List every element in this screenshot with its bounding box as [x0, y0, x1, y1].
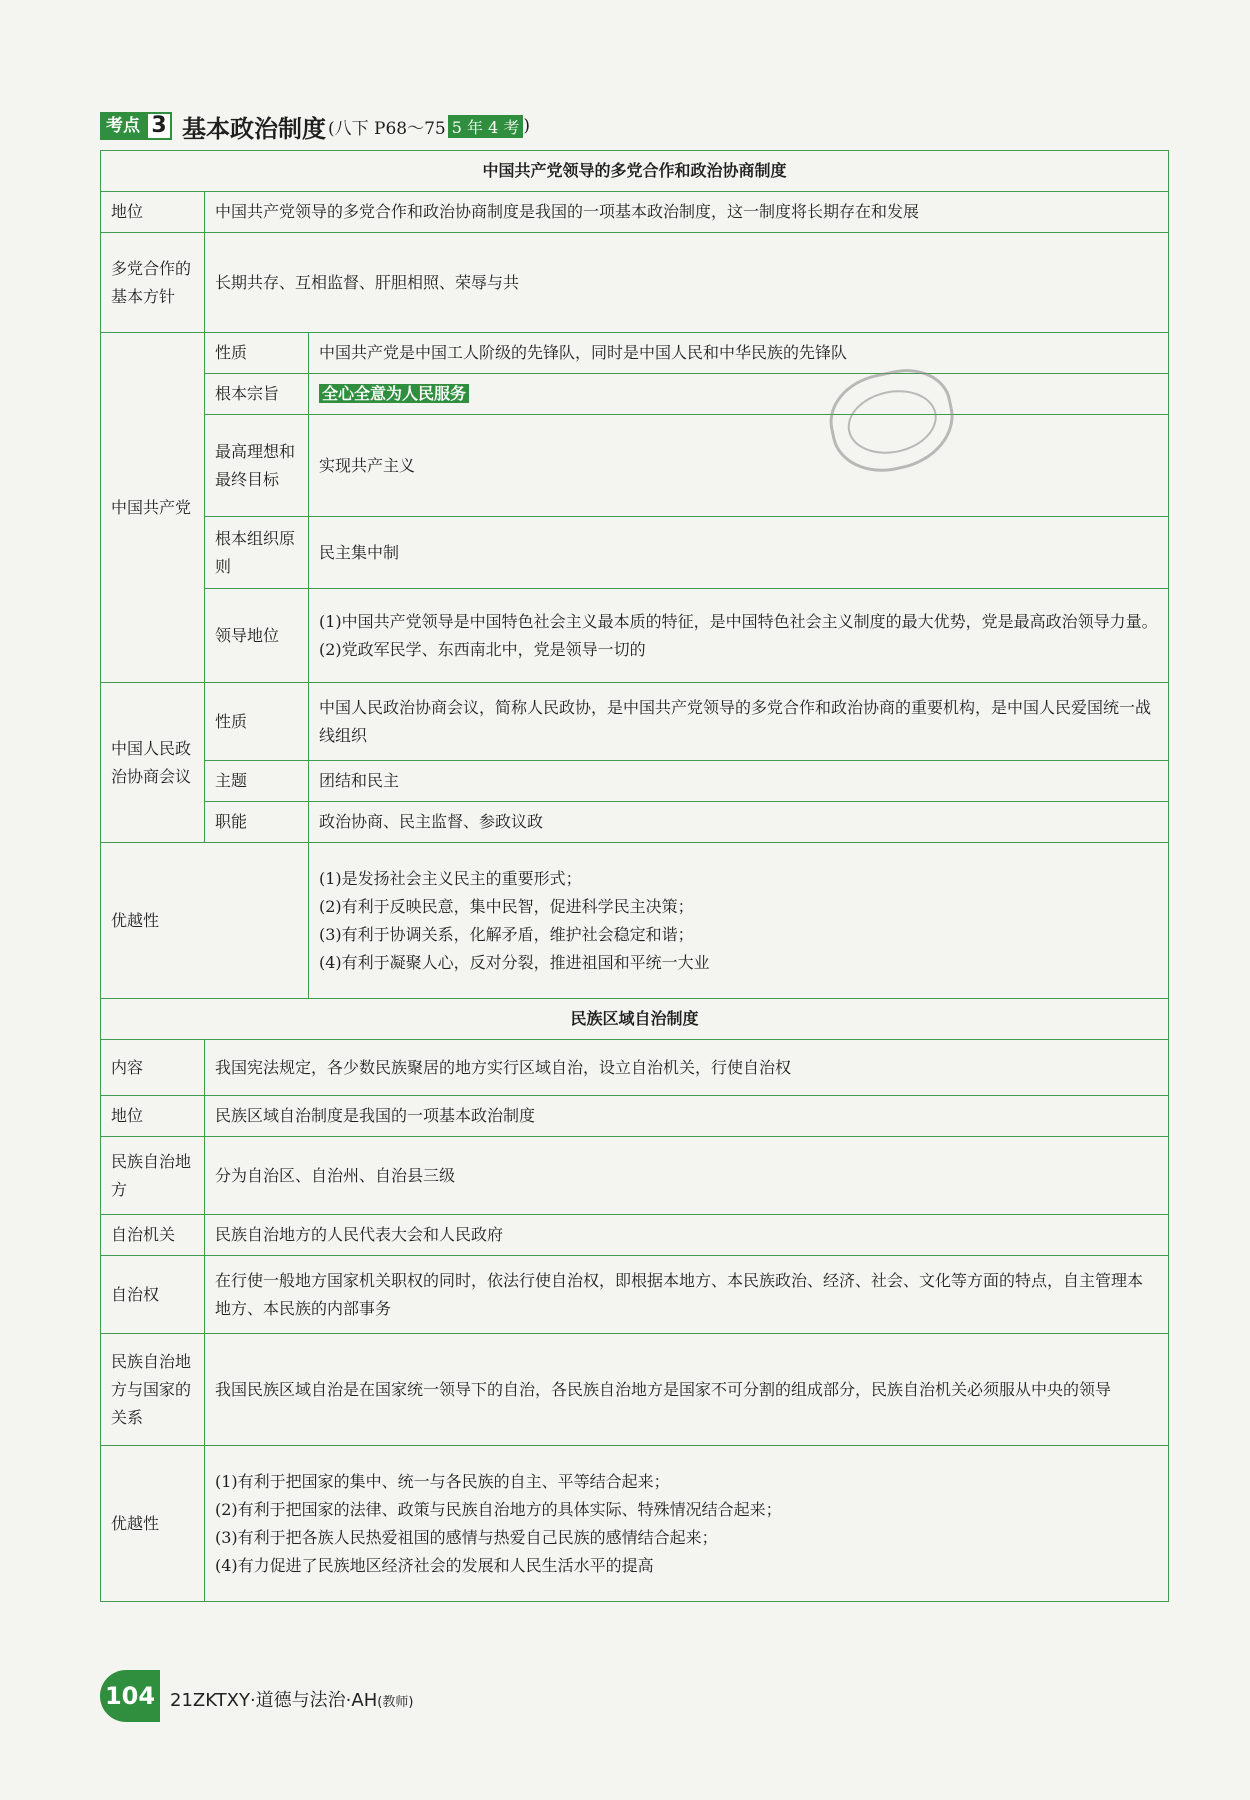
footer-book-info: [170, 1686, 413, 1712]
group-label-cpc: 中国共产党: [101, 333, 205, 683]
highlighted-purpose: 全心全意为人民服务: [319, 384, 469, 403]
row-cell-cpc-leadership: [309, 589, 1169, 683]
row-text-status: 中国共产党领导的多党合作和政治协商制度是我国的一项基本政治制度，这一制度将长期存在和发展: [205, 192, 1169, 233]
section-heading: [100, 110, 530, 142]
section-title-multiparty: 中国共产党领导的多党合作和政治协商制度: [101, 151, 1169, 192]
heading-title: 基本政治制度: [182, 114, 326, 143]
list-item: (2)有利于把国家的法律、政策与民族自治地方的具体实际、特殊情况结合起来；: [215, 1499, 782, 1519]
row-label-advantages-1: 优越性: [101, 843, 309, 999]
row-text-status-2: 民族区域自治制度是我国的一项基本政治制度: [205, 1096, 1169, 1137]
row-text-areas: 分为自治区、自治州、自治县三级: [205, 1137, 1169, 1215]
row-text-organs: 民族自治地方的人民代表大会和人民政府: [205, 1215, 1169, 1256]
row-label-advantages-2: 优越性: [101, 1446, 205, 1602]
row-label-status: 地位: [101, 192, 205, 233]
row-label-organs: 自治机关: [101, 1215, 205, 1256]
footer-edition: (教师): [377, 1695, 414, 1710]
footer-book-title: 21ZKTXY·道德与法治·AH: [170, 1690, 378, 1711]
page-number: 104: [100, 1670, 160, 1722]
row-label-cpc-nature: 性质: [205, 333, 309, 374]
kaodian-tag: 考点: [100, 112, 146, 140]
row-label-relation: 民族自治地方与国家的关系: [101, 1334, 205, 1446]
row-label-cppcc-theme: 主题: [205, 761, 309, 802]
list-item: (2)党政军民学、东西南北中，党是领导一切的: [319, 639, 646, 659]
heading-page-ref: (八下 P68～75: [328, 118, 446, 139]
heading-close-paren: ): [523, 116, 531, 136]
list-item: (4)有力促进了民族地区经济社会的发展和人民生活水平的提高: [215, 1555, 654, 1575]
section-title-ethnic-autonomy: 民族区域自治制度: [101, 999, 1169, 1040]
row-label-cpc-purpose: 根本宗旨: [205, 374, 309, 415]
heading-frequency-badge: 5 年 4 考: [448, 115, 524, 138]
row-cell-advantages-1: [309, 843, 1169, 999]
row-label-cpc-principle: 根本组织原则: [205, 517, 309, 589]
row-text-policy: 长期共存、互相监督、肝胆相照、荣辱与共: [205, 233, 1169, 333]
list-item: (3)有利于把各族人民热爱祖国的感情与热爱自己民族的感情结合起来；: [215, 1527, 718, 1547]
row-text-content: 我国宪法规定，各少数民族聚居的地方实行区域自治，设立自治机关，行使自治权: [205, 1040, 1169, 1096]
row-text-cpc-principle: 民主集中制: [309, 517, 1169, 589]
row-label-cppcc-functions: 职能: [205, 802, 309, 843]
row-label-cpc-ideal: 最高理想和最终目标: [205, 415, 309, 517]
list-item: (3)有利于协调关系，化解矛盾，维护社会稳定和谐；: [319, 924, 694, 944]
row-cell-advantages-2: [205, 1446, 1169, 1602]
list-item: (4)有利于凝聚人心，反对分裂，推进祖国和平统一大业: [319, 952, 710, 972]
row-text-rights: 在行使一般地方国家机关职权的同时，依法行使自治权，即根据本地方、本民族政治、经济、社会、文化等方面的特点，自主管理本地方、本民族的内部事务: [205, 1256, 1169, 1334]
row-text-cpc-ideal: 实现共产主义: [309, 415, 1169, 517]
row-cell-cpc-purpose: [309, 374, 1169, 415]
row-label-cppcc-nature: 性质: [205, 683, 309, 761]
knowledge-table: [100, 150, 1169, 1602]
row-text-cppcc-functions: 政治协商、民主监督、参政议政: [309, 802, 1169, 843]
list-item: (1)有利于把国家的集中、统一与各民族的自主、平等结合起来；: [215, 1471, 670, 1491]
row-text-cppcc-theme: 团结和民主: [309, 761, 1169, 802]
list-item: (1)中国共产党领导是中国特色社会主义最本质的特征，是中国特色社会主义制度的最大优势，党是最高政治领导力量。: [319, 611, 1158, 631]
list-item: (1)是发扬社会主义民主的重要形式；: [319, 868, 582, 888]
group-label-cppcc: 中国人民政治协商会议: [101, 683, 205, 843]
row-label-cpc-leadership: 领导地位: [205, 589, 309, 683]
row-label-content: 内容: [101, 1040, 205, 1096]
row-text-cppcc-nature: 中国人民政治协商会议，简称人民政协，是中国共产党领导的多党合作和政治协商的重要机构，是中国人民爱国统一战线组织: [309, 683, 1169, 761]
row-label-rights: 自治权: [101, 1256, 205, 1334]
row-label-status-2: 地位: [101, 1096, 205, 1137]
row-text-cpc-nature: 中国共产党是中国工人阶级的先锋队，同时是中国人民和中华民族的先锋队: [309, 333, 1169, 374]
list-item: (2)有利于反映民意，集中民智，促进科学民主决策；: [319, 896, 694, 916]
kaodian-number: 3: [146, 112, 172, 140]
row-text-relation: 我国民族区域自治是在国家统一领导下的自治，各民族自治地方是国家不可分割的组成部分，民族自治机关必须服从中央的领导: [205, 1334, 1169, 1446]
row-label-areas: 民族自治地方: [101, 1137, 205, 1215]
row-label-policy: 多党合作的基本方针: [101, 233, 205, 333]
